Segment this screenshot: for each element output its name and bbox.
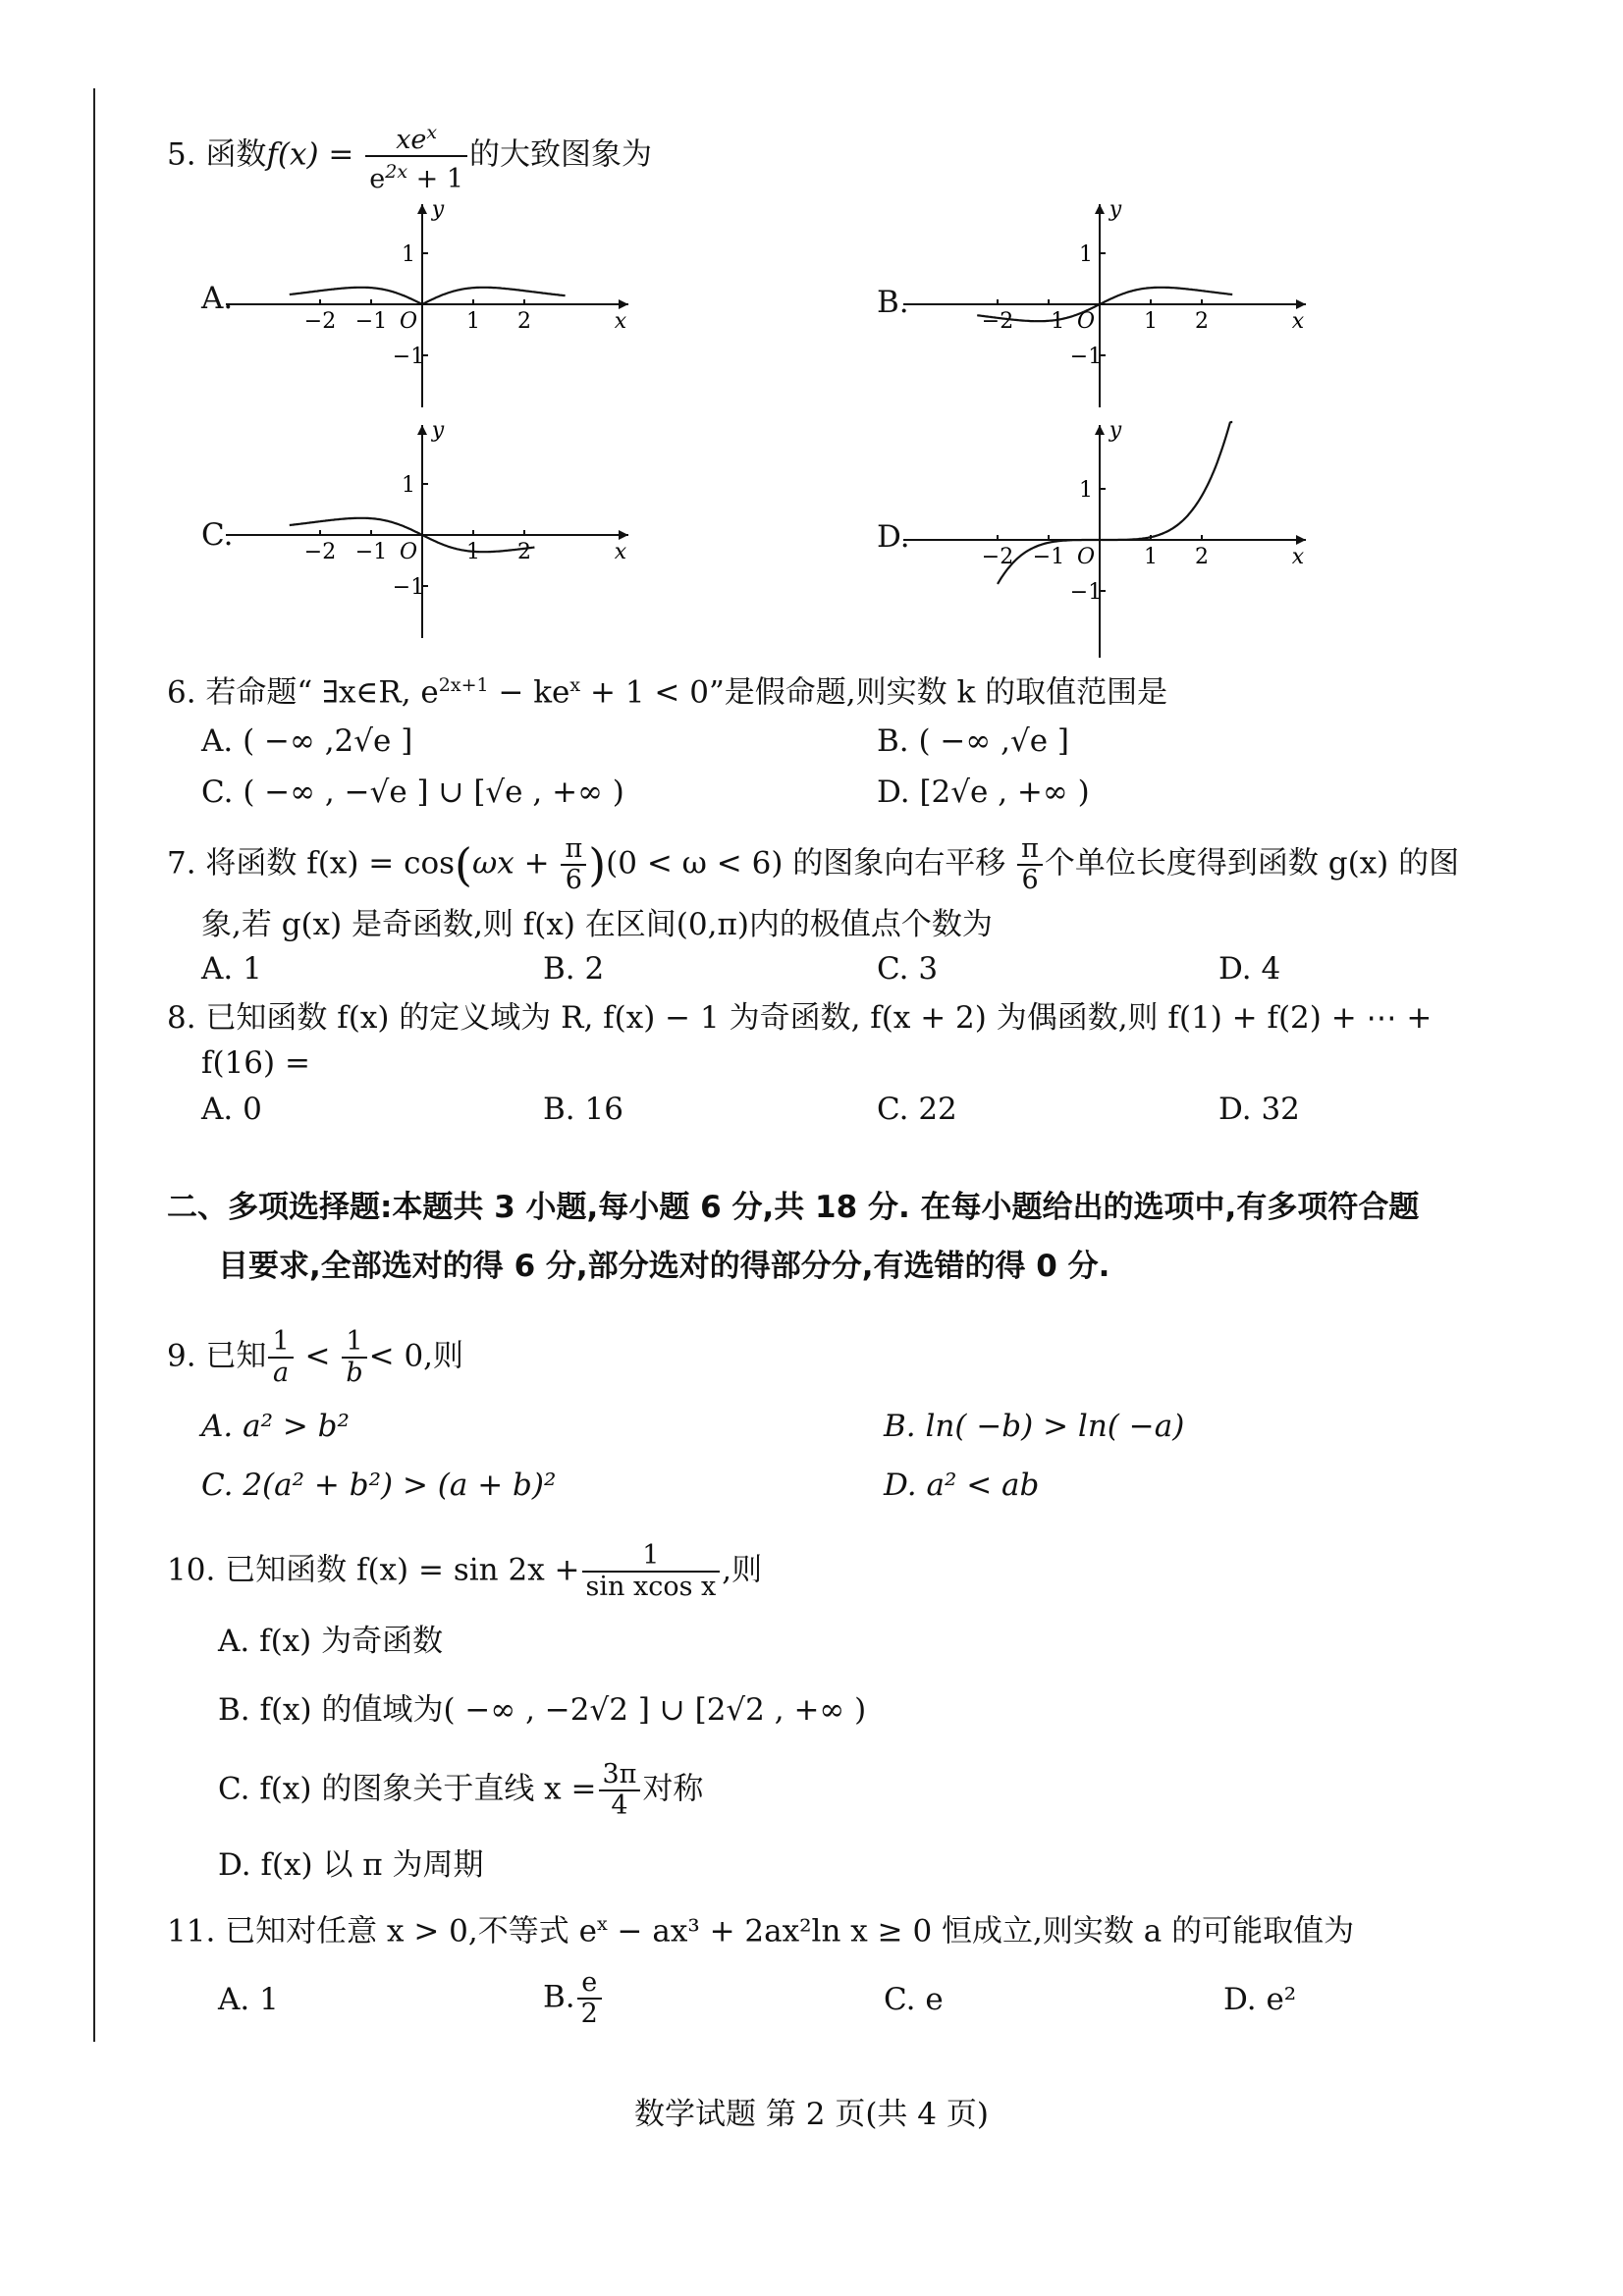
- q9-option-d: D. a² < ab: [884, 1468, 1040, 1503]
- origin-label: O: [399, 309, 418, 334]
- q11-stem: 11. 已知对任意 x > 0,不等式 $e^x - ax^3 + 2ax^2\ln$ x ≥ 0 恒成立,则实数 a 的可能取值为: [167, 1913, 1355, 1949]
- y-tick-label: −1: [392, 575, 425, 600]
- y-tick-label: −1: [392, 345, 425, 369]
- q7-option-c: C. 3: [877, 951, 939, 987]
- q7-option-d: D. 4: [1218, 951, 1281, 987]
- x-tick-label: −2: [303, 540, 337, 564]
- q11-option-c: C. e: [884, 1982, 944, 2017]
- x-axis-arrow: [1296, 535, 1306, 545]
- x-tick-label: −2: [981, 545, 1014, 569]
- q6-option-a: A. ( −∞ ,2√e ]: [201, 723, 413, 759]
- y-tick-label: 1: [1079, 478, 1093, 503]
- q8-line2: f(16) =: [201, 1045, 310, 1081]
- q5-option-c: C.: [201, 517, 234, 553]
- q10-option-d: D. f(x) 以 π 为周期: [218, 1847, 484, 1883]
- x-axis-arrow: [1296, 299, 1306, 309]
- x-tick-label: 1: [466, 540, 480, 564]
- y-axis-label: y: [1109, 197, 1122, 222]
- y-tick-label: −1: [1069, 580, 1103, 605]
- x-tick-label: −1: [354, 309, 388, 334]
- q6-stem: 6. 若命题“ ∃x∈R, $e^{2x+1} - ke^x + 1 < 0$”是假命题,则实数 k 的取值范围是: [167, 674, 1168, 711]
- q9-option-b: B. ln( −b) > ln( −a): [884, 1409, 1185, 1444]
- q6-option-d: D. [2√e , +∞ ): [877, 774, 1090, 810]
- x-tick-label: 2: [1195, 309, 1209, 334]
- x-axis-arrow: [619, 299, 628, 309]
- y-tick-label: 1: [1079, 242, 1093, 267]
- q5-option-d: D.: [877, 519, 910, 555]
- q9-stem: 9. 已知 $\frac{1}{a}$ < $\frac{1}{b}$ < 0,则: [167, 1326, 464, 1388]
- x-tick-label: 2: [1195, 545, 1209, 569]
- y-axis-arrow: [1095, 425, 1105, 435]
- x-tick-label: 2: [517, 309, 531, 334]
- x-axis-label: x: [614, 540, 627, 564]
- x-tick-label: −1: [354, 540, 388, 564]
- q8-option-d: D. 32: [1218, 1092, 1300, 1127]
- x-axis-label: x: [614, 309, 627, 334]
- q5-fraction: $\frac{xe^x}{e^{2x} + 1}$: [365, 118, 467, 194]
- section2-heading: 二、多项选择题:本题共 3 小题,每小题 6 分,共 18 分. 在每小题给出的选项中,有多项符合题: [167, 1190, 1420, 1225]
- x-tick-label: 2: [517, 540, 531, 564]
- q11-option-d: D. e²: [1223, 1982, 1297, 2017]
- q8-line1: 8. 已知函数 f(x) 的定义域为 R, f(x) − 1 为奇函数, f(x + 2) 为偶函数,则 f(1) + f(2) + ⋯ +: [167, 1000, 1433, 1036]
- y-axis-arrow: [417, 425, 427, 435]
- x-tick-label: 1: [466, 309, 480, 334]
- q10-option-b: B. f(x) 的值域为( −∞ , −2√2 ] ∪ [2√2 , +∞ ): [218, 1692, 867, 1728]
- q11-option-b: B. $\frac{e}{2}$: [543, 1968, 604, 2029]
- y-axis-arrow: [1095, 204, 1105, 214]
- x-tick-label: 1: [1144, 545, 1158, 569]
- origin-label: O: [1076, 309, 1096, 334]
- q6-option-c: C. ( −∞ , −√e ] ∪ [√e , +∞ ): [201, 774, 624, 810]
- q10-option-c: C. f(x) 的图象关于直线 x = $\frac{3\pi}{4}$ 对称: [218, 1759, 704, 1821]
- x-axis-label: x: [1291, 309, 1305, 334]
- x-tick-label: −2: [981, 309, 1014, 334]
- y-axis-label: y: [1109, 418, 1122, 443]
- graph-b: [874, 196, 1325, 412]
- q7-line1: 7. 将函数 f(x) = cos(ωx + $\frac{\pi}{6}$ )(0 < ω < 6) 的图象向右平移 $\frac{\pi}{6}$ 个单位长度得到函数 g(x) 的图: [167, 833, 1460, 895]
- q5-option-b: B.: [877, 285, 909, 320]
- origin-label: O: [1076, 545, 1096, 569]
- q8-option-c: C. 22: [877, 1092, 957, 1127]
- y-axis-arrow: [417, 204, 427, 214]
- graph-c: [196, 417, 648, 643]
- section2-heading-line2: 目要求,全部选对的得 6 分,部分选对的得部分分,有选错的得 0 分.: [218, 1249, 1110, 1284]
- x-axis-arrow: [619, 530, 628, 540]
- q7-option-a: A. 1: [201, 951, 262, 987]
- q7-option-b: B. 2: [543, 951, 605, 987]
- origin-label: O: [399, 540, 418, 564]
- x-axis-label: x: [1291, 545, 1305, 569]
- x-tick-label: 1: [1144, 309, 1158, 334]
- q5-stem: 5. 函数f(x) = $\frac{xe^x}{e^{2x} + 1}$ 的大致图象为: [167, 118, 652, 194]
- page-footer: 数学试题 第 2 页(共 4 页): [634, 2097, 989, 2132]
- x-tick-label: −2: [303, 309, 337, 334]
- graph-d: [874, 417, 1325, 663]
- q10-option-a: A. f(x) 为奇函数: [218, 1624, 444, 1659]
- graph-a: [196, 196, 648, 412]
- margin-line: [93, 88, 95, 2042]
- y-axis-label: y: [431, 418, 445, 443]
- q7-line2: 象,若 g(x) 是奇函数,则 f(x) 在区间(0,π)内的极值点个数为: [201, 907, 993, 942]
- q9-option-c: C. 2(a² + b²) > (a + b)²: [201, 1468, 557, 1503]
- q9-option-a: A. a² > b²: [201, 1409, 350, 1444]
- q10-stem: 10. 已知函数 f(x) = sin 2x + $\frac{1}{\text{sin xcos x}}$ ,则: [167, 1540, 763, 1602]
- y-tick-label: 1: [402, 473, 415, 498]
- x-tick-label: −1: [1032, 545, 1065, 569]
- q6-option-b: B. ( −∞ ,√e ]: [877, 723, 1069, 759]
- q11-option-a: A. 1: [218, 1982, 279, 2017]
- y-tick-label: 1: [402, 242, 415, 267]
- y-axis-label: y: [431, 197, 445, 222]
- q5-option-a: A.: [201, 281, 234, 316]
- y-tick-label: −1: [1069, 345, 1103, 369]
- x-tick-label: −1: [1032, 309, 1065, 334]
- q8-option-a: A. 0: [201, 1092, 262, 1127]
- q8-option-b: B. 16: [543, 1092, 623, 1127]
